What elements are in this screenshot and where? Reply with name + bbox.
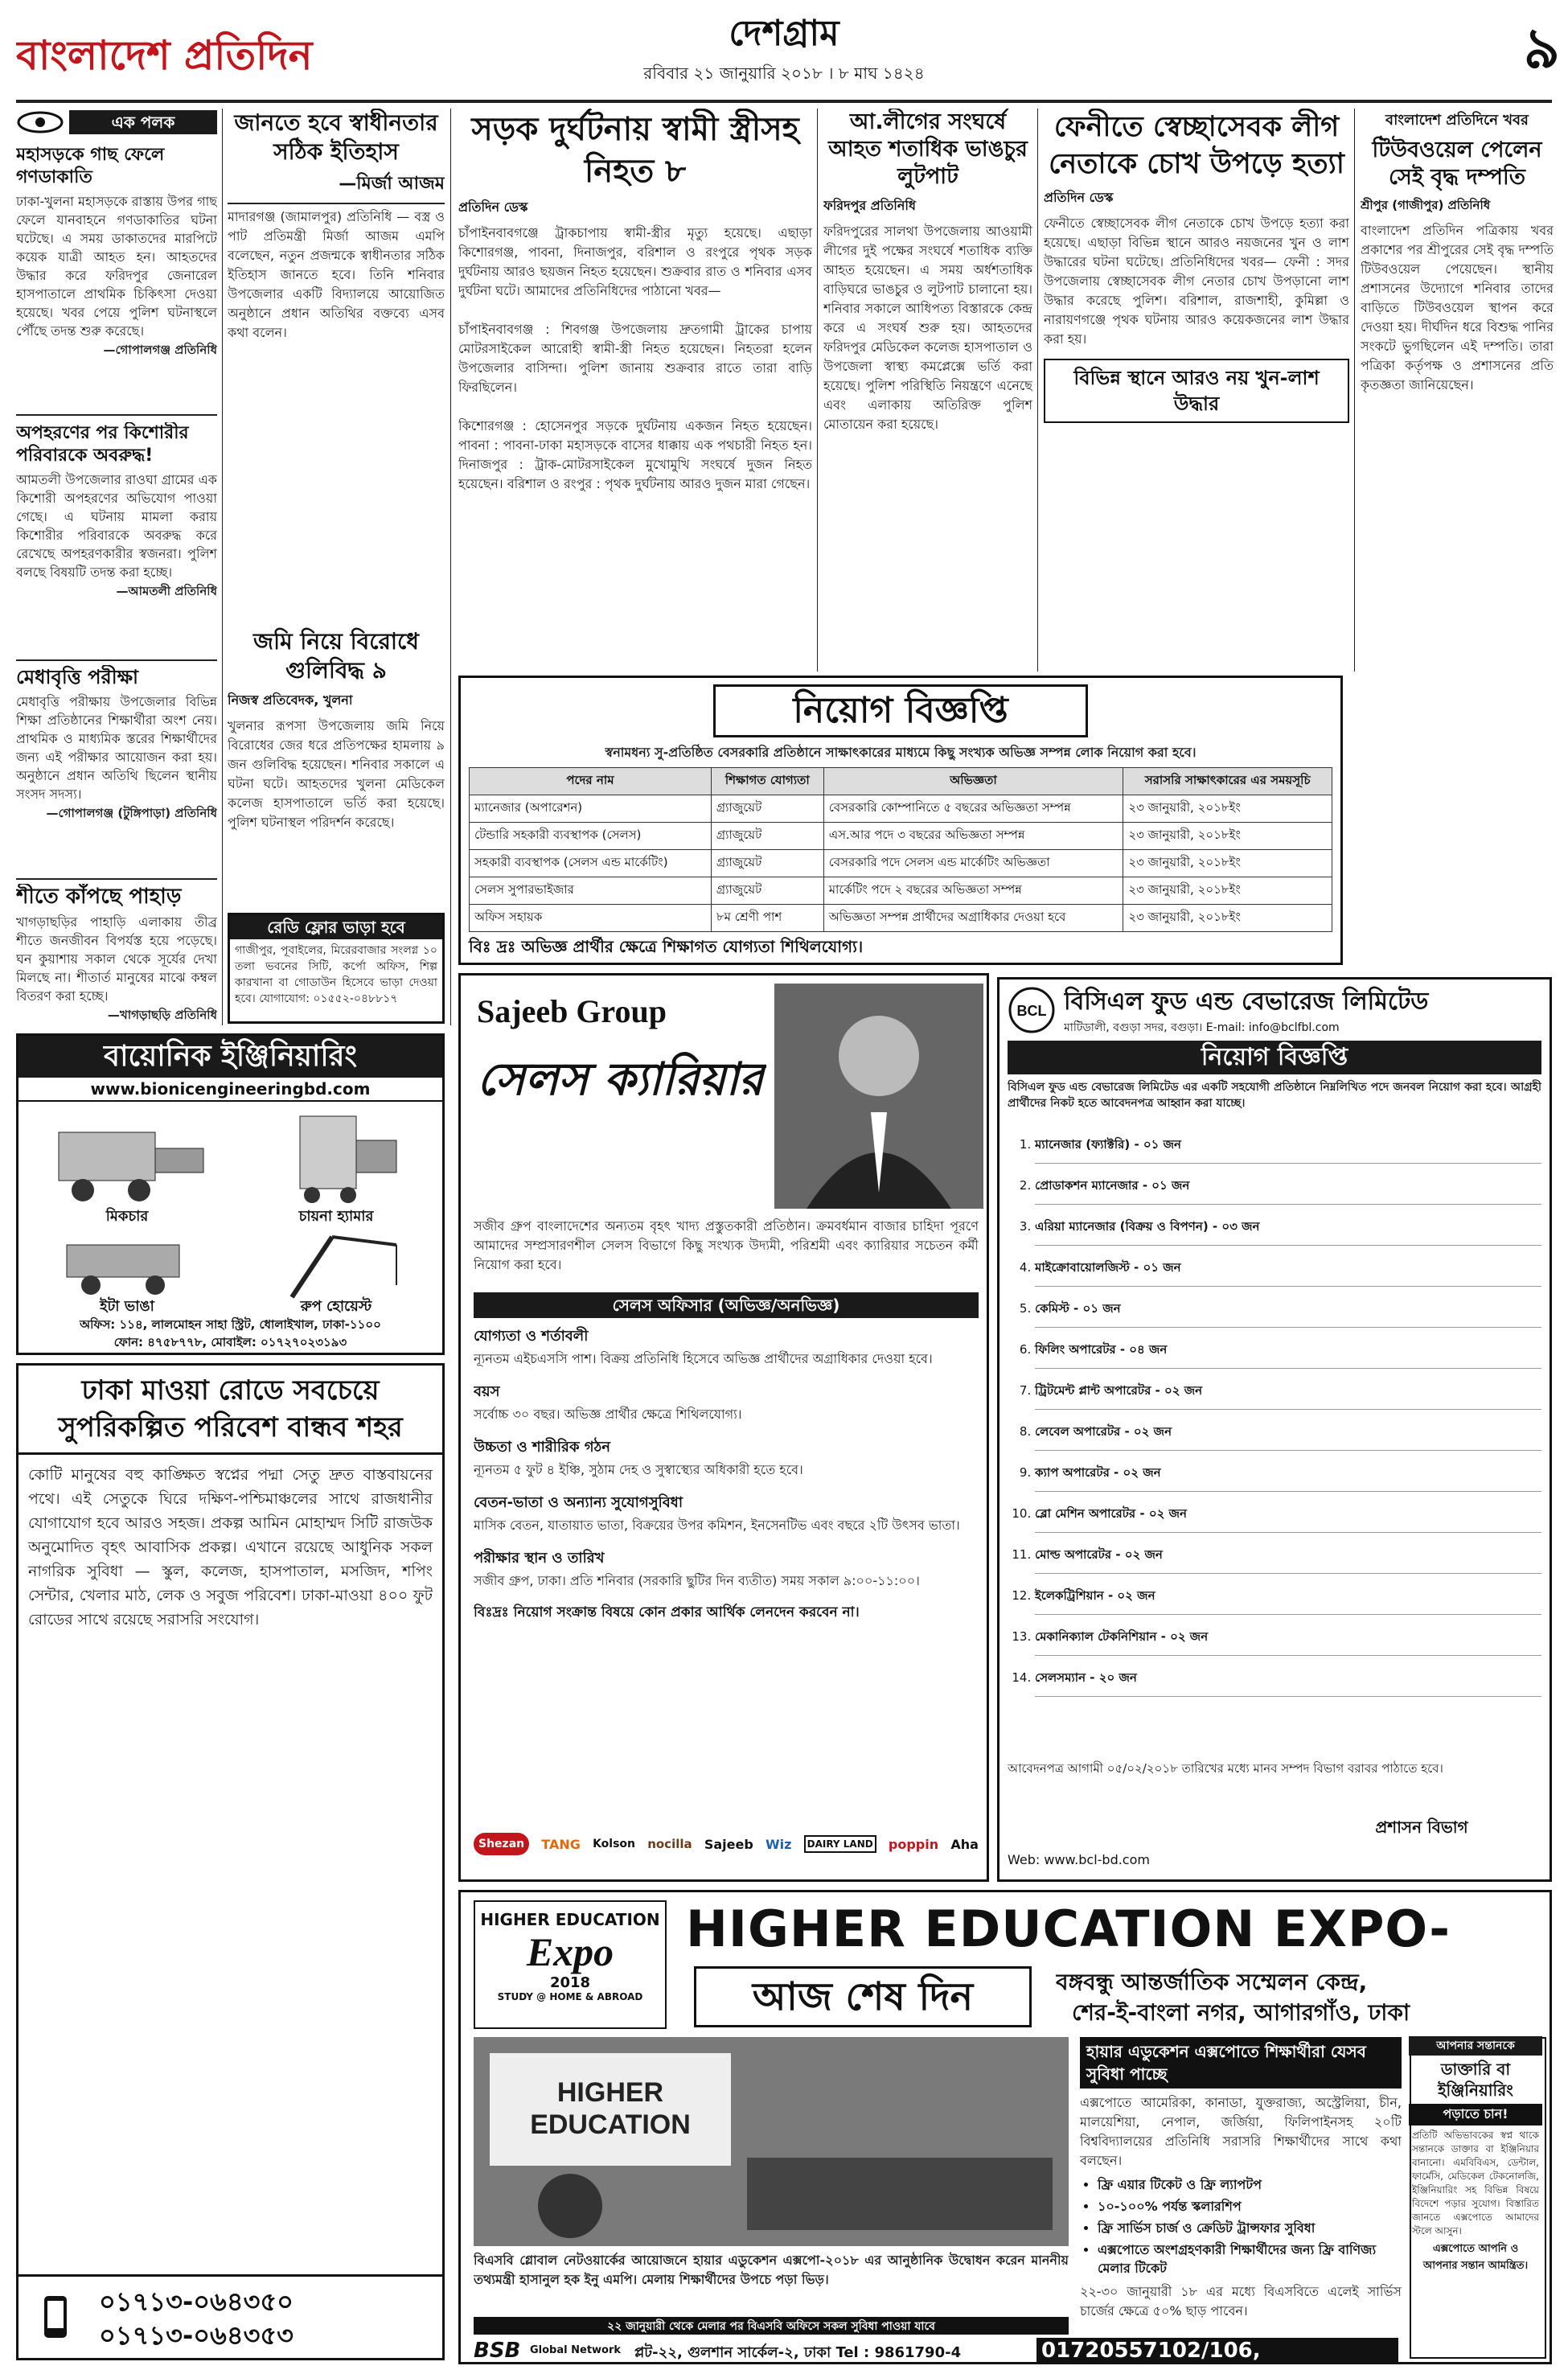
sajeeb-section-heading: বেতন-ভাতা ও অন্যান্য সুযোগসুবিধা <box>474 1494 683 1511</box>
brief-body: খাগড়াছড়ির পাহাড়ি এলাকায় তীব্র শীতে জনজীবন বিপর্যস্ত হয়ে পড়েছে। ঘন কুয়াশায় সকাল থেকে সূর্যের দেখা মিলছে না। শীতার্ত মানুষের মাঝে কম্বল বিতরণ করা হচ্ছে। <box>16 914 217 1004</box>
brief-item <box>16 144 217 409</box>
list-item <box>1035 1536 1541 1574</box>
brief-byline: —খাগড়াছড়ি প্রতিনিধি <box>107 1008 217 1022</box>
machine-hoist <box>244 1229 429 1301</box>
story-kicker: বাংলাদেশ প্রতিদিনে খবর <box>1385 112 1529 129</box>
expo-benefits-tail: ২২-৩০ জানুয়ারী ১৮ এর মধ্যে বিএসবিতে এলেই সার্ভিস চার্জের ক্ষেত্রে ৫০% ছাড় পাবেন। <box>1080 2284 1402 2319</box>
job-cell: সেলস সুপারভাইজার <box>470 877 712 905</box>
lead-body: চাঁপাইনবাবগঞ্জে ট্রাকচাপায় স্বামী-স্ত্রীর মৃত্যু হয়েছে। এছাড়া কিশোরগঞ্জ, পাবনা, দিনাজপুর, বরিশাল ও রংপুরে পৃথক সড়ক দুর্ঘটনায় আরও ছয়জন নিহত হয়েছেন। শুক্রবার রাত ও শনিবার এসব দুর্ঘটনা ঘটে। আমাদের প্রতিনিধিদের পাঠানো খবর— চাঁপাইনবাবগঞ্জ : শিবগঞ্জ উপজেলায় দ্রুতগামী ট্রাকের চাপায় মোটরসাইকেল আরোহী স্বামী-স্ত্রী নিহত হয়েছেন। নিহতরা হলেন উপজেলার বাসিন্দা। পুলিশ জানায় শুক্রবার রাতে তারা বাড়ি ফিরছিলেন। কিশোরগঞ্জ : হোসেনপুর সড়কে দুর্ঘটনায় একজন নিহত হয়েছেন। পাবনা : পাবনা-ঢাকা মহাসড়কে বাসের ধাক্কায় এক পথচারী নিহত হন। দিনাজপুর : ট্রাক-মোটরসাইকেল মুখোমুখি সংঘর্ষে দুজন নিহত হয়েছেন। বরিশাল ও রংপুর : পৃথক দুর্ঘটনায় আরও দুজন মারা গেছেন। <box>458 225 812 491</box>
column-divider <box>222 109 223 1025</box>
sajeeb-headline: সেলস ক্যারিয়ার <box>477 1054 764 1106</box>
brief-divider <box>16 659 217 661</box>
bcl-closing: আবেদনপত্র আগামী ০৫/০২/২০১৮ তারিখের মধ্যে মানব সম্পদ বিভাগ বরাবর পাঠাতে হবে। <box>1008 1761 1443 1776</box>
machine-label: মিকচার <box>105 1208 149 1225</box>
job-col-header: শিক্ষাগত যোগ্যতা <box>711 768 823 795</box>
bcl-title: নিয়োগ বিজ্ঞপ্তি <box>1008 1041 1541 1074</box>
phone-icon <box>31 2293 80 2341</box>
eye-icon <box>16 110 64 134</box>
expo-address: প্লট-২২, গুলশান সার্কেল-২, ঢাকা Tel : 9861790-4 <box>634 2344 962 2361</box>
sajeeb-section-text: ন্যূনতম ৫ ফুট ৪ ইঞ্চি, সুঠাম দেহ ও সুস্বাস্থ্যের অধিকারী হতে হবে। <box>474 1462 803 1477</box>
position-name: কেমিস্ট - ০১ জন <box>1035 1301 1121 1316</box>
bcl-web: Web: www.bcl-bd.com <box>1008 1852 1150 1867</box>
brief-byline: —গোপালগঞ্জ (টুঙ্গিপাড়া) প্রতিনিধি <box>46 806 217 820</box>
svg-text:EDUCATION: EDUCATION <box>530 2109 691 2140</box>
position-name: প্রোডাকশন ম্যানেজার - ০১ জন <box>1035 1178 1190 1193</box>
bcl-intro: বিসিএল ফুড এন্ড বেভারেজ লিমিটেড এর একটি সহযোগী প্রতিষ্ঠানে নিম্নলিখিত পদে জনবল নিয়োগ করা হবে। আগ্রহী প্রার্থীদের নিকট হতে আবেদনপত্র আহ্বান করা যাচ্ছে। <box>1008 1081 1541 1110</box>
brief-item <box>16 884 217 1025</box>
machine-hammer <box>244 1108 429 1205</box>
brand-logo: Wiz <box>765 1836 792 1852</box>
page-number: ৯ <box>1523 16 1560 80</box>
brand-logo: Kolson <box>593 1838 635 1850</box>
housing-title: ঢাকা মাওয়া রোডে সবচেয়ে সুপরিকল্পিত পরিবেশ বান্ধব শহর <box>18 1366 442 1455</box>
masthead-rule <box>16 100 1552 103</box>
expo-logo <box>474 1900 667 2029</box>
job-ad-intro: স্বনামধন্য সু-প্রতিষ্ঠিত বেসরকারি প্রতিষ্ঠানে সাক্ষাৎকারের মাধ্যমে কিছু সংখ্যক অভিজ্ঞ সম্পন্ন লোক নিয়োগ করা হবে। <box>605 745 1197 760</box>
masthead <box>0 0 1568 97</box>
list-item: • এক্সপোতে অংশগ্রহণকারী শিক্ষার্থীদের জন্য ফ্রি বাণিজ্য মেলার টিকেট <box>1098 2241 1402 2277</box>
job-cell: গ্র্যাজুয়েট <box>711 795 823 823</box>
brief-byline: —আমতলী প্রতিনিধি <box>116 584 217 598</box>
list-item <box>1035 1659 1541 1697</box>
job-cell: ২৩ জানুয়ারী, ২০১৮ইং <box>1123 850 1332 877</box>
brief-title: শীতে কাঁপছে পাহাড় <box>16 885 182 909</box>
story-body: ফরিদপুরের সালথা উপজেলায় আওয়ামী লীগের দুই পক্ষের সংঘর্ষে শতাধিক ব্যক্তি আহত হয়েছেন। এ সময় অর্ধশতাধিক বাড়িঘরে ভাঙচুর ও লুটপাট চালানো হয়। শনিবার সকালে আধিপত্য বিস্তারকে কেন্দ্র করে এ সংঘর্ষ শুরু হয়। আহতদের ফরিদপুর মেডিকেল কলেজ হাসপাতাল ও উপজেলা স্বাস্থ্য কমপ্লেক্সে ভর্তি করা হয়েছে। পুলিশ পরিস্থিতি নিয়ন্ত্রণে এনেছে এবং এলাকায় অতিরিক্ত পুলিশ মোতায়েন করা হয়েছে। <box>823 224 1032 432</box>
sajeeb-section-text: মাসিক বেতন, যাতায়াত ভাতা, বিক্রয়ের উপর কমিশন, ইনসেনটিভ এবং বছরে ২টি উৎসব ভাতা। <box>474 1518 960 1533</box>
story-title: আ.লীগের সংঘর্ষে আহত শতাধিক ভাঙচুর লুটপাট <box>828 109 1028 189</box>
brief-item <box>16 422 217 655</box>
expo-logo-year: 2018 <box>549 1974 591 1991</box>
brand-logo: TANG <box>541 1836 581 1852</box>
column-divider <box>817 109 818 672</box>
job-col-header: পদের নাম <box>470 768 712 795</box>
list-item <box>1035 1126 1541 1164</box>
lead-story <box>458 109 812 672</box>
story-history <box>228 109 445 623</box>
doctor-footer-1: এক্সপোতে আপনি ও <box>1432 2243 1519 2255</box>
expo-venue-2: শের-ই-বাংলা নগর, আগারগাঁও, ঢাকা <box>1072 1999 1410 2026</box>
job-cell: গ্র্যাজুয়েট <box>711 823 823 850</box>
job-col-header: অভিজ্ঞতা <box>823 768 1123 795</box>
brief-body: মেধাবৃত্তি পরীক্ষায় উপজেলার বিভিন্ন শিক্ষা প্রতিষ্ঠানের শিক্ষার্থীরা অংশ নেয়। প্রাথমিক ও মাধ্যমিক স্তরের শিক্ষার্থীদের জন্য এই পরীক্ষার আয়োজন করা হয়। অনুষ্ঠানে প্রধান অতিথি ছিলেন স্থানীয় সংসদ সদস্য। <box>16 694 217 802</box>
machine-brick-breaker <box>35 1233 220 1297</box>
job-cell: গ্র্যাজুয়েট <box>711 877 823 905</box>
list-item <box>1035 1495 1541 1533</box>
expo-logo-line1: HIGHER EDUCATION <box>480 1910 660 1929</box>
story-byline: শ্রীপুর (গাজীপুর) প্রতিনিধি <box>1361 198 1491 212</box>
doctor-title: ডাক্তারি বা ইঞ্জিনিয়ারিং <box>1438 2060 1513 2100</box>
position-name: ফিলিং অপারেটর - ০৪ জন <box>1035 1342 1168 1357</box>
rent-body: গাজীপুর, পূবাইলের, মিরেরবাজার সংলগ্ন ১০ তলা ভবনের সিটি, কর্পো অফিস, শিল্প কারখানা বা গোডাউন হিসেবে ভাড়া দেওয়া হবে। যোগাযোগ: ০১৫৫২-০৪৮৮১৭ <box>235 944 437 1005</box>
story-title: জমি নিয়ে বিরোধে গুলিবিদ্ধ ৯ <box>253 628 419 684</box>
column-divider <box>450 109 451 1025</box>
story-subhead: বিভিন্ন স্থানে আরও নয় খুন-লাশ উদ্ধার <box>1044 359 1349 423</box>
brief-tag <box>16 109 217 136</box>
position-name: ইলেকট্রিশিয়ান - ০২ জন <box>1035 1588 1155 1603</box>
bcl-signature: প্রশাসন বিভাগ <box>1375 1817 1468 1837</box>
bionic-name: বায়োনিক ইঞ্জিনিয়ারিং <box>18 1036 442 1078</box>
story-body: খুলনার রূপসা উপজেলায় জমি নিয়ে বিরোধের জের ধরে প্রতিপক্ষের হামলায় ৯ জন গুলিবিদ্ধ হয়েছেন। শনিবার সকালে এ ঘটনা ঘটে। আহতদের খুলনা মেডিকেল কলেজ হাসপাতালে ভর্তি করা হয়েছে। পুলিশ ঘটনাস্থল পরিদর্শন করেছে। <box>228 718 445 830</box>
story-title: ফেনীতে স্বেচ্ছাসেবক লীগ নেতাকে চোখ উপড়ে হত্যা <box>1049 111 1344 180</box>
table-row <box>470 823 1332 850</box>
job-cell: এস.আর পদে ৩ বছরের অভিজ্ঞতা সম্পন্ন <box>823 823 1123 850</box>
expo-logo-sub: STUDY @ HOME & ABROAD <box>497 1991 643 2002</box>
bionic-phone: ফোন: ৪৭৫৮৭৭৮, মোবাইল: ০১৭২৭০২৩১৯৩ <box>113 1335 347 1349</box>
doctor-ad <box>1409 2036 1542 2355</box>
job-cell: বেসরকারি কোম্পানিতে ৫ বছরের অভিজ্ঞতা সম্পন্ন <box>823 795 1123 823</box>
job-table <box>469 767 1332 932</box>
sajeeb-section-text: ন্যূনতম এইচএসসি পাশ। বিক্রয় প্রতিনিধি হিসেবে অভিজ্ঞ প্রার্থীদের অগ্রাধিকার দেওয়া হবে। <box>474 1351 933 1366</box>
sajeeb-section-heading: বয়স <box>474 1383 500 1400</box>
sajeeb-intro: সজীব গ্রুপ বাংলাদেশের অন্যতম বৃহৎ খাদ্য প্রস্তুতকারী প্রতিষ্ঠান। ক্রমবর্ধমান বাজার চাহিদা পূরণে আমাদের সম্প্রসারণশীল সেলস বিভাগে কিছু সংখ্যক উদ্যমী, পরিশ্রমী এবং ক্যারিয়ার সচেতন কর্মী নিয়োগ করা হবে। <box>474 1218 979 1272</box>
list-item: • ফ্রি এয়ার টিকেট ও ফ্রি ল্যাপটপ <box>1098 2175 1402 2194</box>
position-name: মোল্ড অপারেটর - ০২ জন <box>1035 1547 1163 1562</box>
column-divider <box>1354 109 1355 672</box>
list-item <box>1035 1331 1541 1369</box>
position-name: ম্যানেজার (ফ্যাক্টরি) - ০১ জন <box>1035 1137 1181 1152</box>
brief-item <box>16 665 217 874</box>
story-body: মাদারগঞ্জ (জামালপুর) প্রতিনিধি — বস্ত্র ও পাট প্রতিমন্ত্রী মির্জা আজম এমপি বলেছেন, নতুন প্রজন্মকে স্বাধীনতার সঠিক ইতিহাস জানতে হবে। তিনি শনিবার উপজেলার একটি বিদ্যালয়ে আয়োজিত অনুষ্ঠানে প্রধান অতিথির বক্তব্যে এসব কথা বলেন। <box>228 209 445 340</box>
story-body: বাংলাদেশ প্রতিদিন পত্রিকায় খবর প্রকাশের পর শ্রীপুরের সেই বৃদ্ধ দম্পতি টিউবওয়েল পেয়েছেন। স্থানীয় প্রশাসনের উদ্যোগে শনিবার তাদের বাড়িতে টিউবওয়েল স্থাপন করে দেওয়া হয়। দীর্ঘদিন ধরে বিশুদ্ধ পানির সংকটে ভুগছিলেন এই দম্পতি। তারা পত্রিকা কর্তৃপক্ষ ও প্রশাসনের প্রতি কৃতজ্ঞতা জানিয়েছেন। <box>1361 223 1554 392</box>
sajeeb-ad <box>458 973 989 1882</box>
sajeeb-sections <box>474 1325 979 1775</box>
brand-logo: DAIRY LAND <box>804 1835 876 1853</box>
rent-box <box>228 913 445 1024</box>
doctor-sub: পড়াতে চান! <box>1409 2104 1542 2126</box>
job-ad-title: নিয়োগ বিজ্ঞপ্তি <box>713 684 1088 737</box>
job-ad <box>458 676 1343 965</box>
doctor-body: প্রতিটি অভিভাবকের স্বপ্ন থাকে সন্তানকে ডাক্তার বা ইঞ্জিনিয়ার বানানো। এমবিবিএস, ডেন্টাল, ফার্মেসি, মেডিকেল টেকনোলজি, ইঞ্জিনিয়ারিং সহ বিভিন্ন বিষয়ে বিদেশে পড়ার সুযোগ। বিস্তারিত জানতে এক্সপোতে আমাদের স্টলে আসুন। <box>1412 2130 1539 2236</box>
sajeeb-section-text: সর্বোচ্চ ৩০ বছর। অভিজ্ঞ প্রার্থীর ক্ষেত্রে শিথিলযোগ্য। <box>474 1407 742 1422</box>
brand-logo: Aha <box>950 1836 979 1852</box>
bcl-logo <box>1008 986 1056 1034</box>
list-item <box>1035 1249 1541 1287</box>
position-name: সেলসম্যান - ২০ জন <box>1035 1670 1137 1685</box>
job-cell: টেন্ডারি সহকারী ব্যবস্থাপক (সেলস) <box>470 823 712 850</box>
brief-title: মেধাবৃত্তি পরীক্ষা <box>16 666 138 688</box>
doctor-footer-2: আপনার সন্তান আমন্ত্রিত। <box>1422 2260 1529 2272</box>
job-cell: ২৩ জানুয়ারী, ২০১৮ইং <box>1123 795 1332 823</box>
expo-benefits-title: হায়ার এডুকেশন এক্সপোতে শিক্ষার্থীরা যেসব সুবিধা পাচ্ছে <box>1080 2037 1402 2089</box>
expo-caption: বিএসবি গ্লোবাল নেটওয়ার্কের আয়োজনে হায়ার এডুকেশন এক্সপো-২০১৮ এর আনুষ্ঠানিক উদ্বোধন করেন মাননীয় তথ্যমন্ত্রী হাসানুল হক ইনু এমপি। মেলায় শিক্ষার্থীদের উপচে পড়া ভিড়। <box>474 2253 1069 2287</box>
brief-tag-label: এক পলক <box>69 110 217 134</box>
sajeeb-section-heading: পরীক্ষার স্থান ও তারিখ <box>474 1550 605 1567</box>
sajeeb-section-heading: উচ্চতা ও শারীরিক গঠন <box>474 1439 610 1456</box>
list-item <box>1035 1618 1541 1656</box>
story-clash <box>823 109 1032 672</box>
brief-body: ঢাকা-খুলনা মহাসড়কে রাস্তায় উপর গাছ ফেলে যানবাহনে গণডাকাতির ঘটনা ঘটেছে। এ সময় ডাকাতদের মারপিটে কয়েক যাত্রী আহত হন। আহতদের উদ্ধার করে ফরিদপুর জেনারেল হাসপাতালে প্রাথমিক চিকিৎসা দেওয়া হয়েছে। খবর পেয়ে পুলিশ ঘটনাস্থলে পৌঁছে তদন্ত শুরু করেছে। <box>16 194 217 339</box>
svg-text:BCL: BCL <box>1016 1003 1047 1019</box>
story-byline: ফরিদপুর প্রতিনিধি <box>823 198 916 213</box>
brand-logo: nocilla <box>647 1837 692 1851</box>
expo-title: HIGHER EDUCATION EXPO- <box>686 1900 1451 1958</box>
bsb-sub: Global Network <box>530 2344 622 2356</box>
machine-label: চায়না হ্যামার <box>298 1208 374 1225</box>
job-cell: ৮ম শ্রেণী পাশ <box>711 905 823 932</box>
machine-label: ইটা ভাঙা <box>100 1298 154 1314</box>
story-feni <box>1044 109 1349 672</box>
brief-title: মহাসড়কে গাছ ফেলে গণডাকাতি <box>16 145 165 187</box>
list-item <box>1035 1577 1541 1615</box>
story-body: ফেনীতে স্বেচ্ছাসেবক লীগ নেতাকে চোখ উপড়ে হত্যা করা হয়েছে। এছাড়া বিভিন্ন স্থানে আরও নয়জনের খুন ও লাশ উদ্ধারের ঘটনা ঘটেছে। প্রতিনিধিদের খবর— ফেনী : সদর উপজেলায় স্বেচ্ছাসেবক লীগ নেতার চোখ উপড়ানো লাশ উদ্ধার করেছে পুলিশ। বরিশাল, রাজশাহী, কুমিল্লা ও নারায়ণগঞ্জে পৃথক ঘটনায় আরও কয়েকজনের লাশ উদ্ধার করা হয়। <box>1044 216 1349 347</box>
sajeeb-note: বিঃদ্রঃ নিয়োগ সংক্রান্ত বিষয়ে কোন প্রকার আর্থিক লেনদেন করবেন না। <box>474 1604 860 1620</box>
list-item: • ১০-১০০% পর্যন্ত স্কলারশিপ <box>1098 2197 1402 2216</box>
masthead-logo: বাংলাদেশ প্রতিদিন <box>16 32 313 79</box>
sajeeb-brand: Sajeeb Group <box>477 993 667 1029</box>
story-author: —মির্জা আজম <box>339 174 445 194</box>
job-cell: বেসরকারি পদে সেলস এন্ড মার্কেটিং অভিজ্ঞতা <box>823 850 1123 877</box>
position-name: ক্যাপ অপারেটর - ০২ জন <box>1035 1465 1161 1480</box>
position-name: লেবেল অপারেটর - ০২ জন <box>1035 1424 1172 1439</box>
job-cell: অফিস সহায়ক <box>470 905 712 932</box>
list-item <box>1035 1454 1541 1492</box>
machine-mixer <box>35 1116 220 1205</box>
bcl-address: মাটিডালী, বগুড়া সদর, বগুড়া। E-mail: info@bclfbl.com <box>1064 1021 1340 1034</box>
brief-byline: —গোপালগঞ্জ প্রতিনিধি <box>103 343 217 357</box>
sajeeb-section-heading: যোগ্যতা ও শর্তাবলী <box>474 1328 589 1345</box>
masthead-date: রবিবার ২১ জানুয়ারি ২০১৮ । ৮ মাঘ ১৪২৪ <box>643 64 925 83</box>
position-name: মেকানিক্যাল টেকনিশিয়ান - ০২ জন <box>1035 1629 1209 1644</box>
list-item: • ফ্রি সার্ভিস চার্জ ও ক্রেডিট ট্রান্সফার সুবিধা <box>1098 2219 1402 2237</box>
bcl-name: বিসিএল ফুড এন্ড বেভারেজ লিমিটেড <box>1064 988 1429 1016</box>
expo-banner: আজ শেষ দিন <box>694 1966 1032 2027</box>
section-title: দেশগ্রাম <box>729 13 839 54</box>
brief-body: আমতলী উপজেলার রাওঘা গ্রামের এক কিশোরী অপহরণের অভিযোগ পাওয়া গেছে। এ ঘটনায় মামলা করায় কিশোরীর পরিবারকে অবরুদ্ধ করে রেখেছে অপহরণকারীর স্বজনরা। পুলিশ বলছে বিষয়টি তদন্ত করা হচ্ছে। <box>16 472 217 580</box>
housing-body: কোটি মানুষের বহু কাঙ্ক্ষিত স্বপ্নের পদ্মা সেতু দ্রুত বাস্তবায়নের পথে। এই সেতুকে ঘিরে দক্ষিণ-পশ্চিমাঞ্চলের সাথে রাজধানীর যোগাযোগ হবে আরও সহজ। প্রকল্প আমিন মোহাম্মদ সিটি রাজউক অনুমোদিত বৃহৎ আবাসিক প্রকল্প। এখানে রয়েছে আধুনিক সকল নাগরিক সুবিধা — স্কুল, কলেজ, হাসপাতাল, মসজিদ, শপিং সেন্টার, খেলার মাঠ, লেক ও সবুজ পরিবেশ। ঢাকা-মাওয়া ৪০০ ফুট রোডের সাথে রয়েছে সরাসরি সংযোগ। <box>28 1466 433 1629</box>
brand-logo: poppin <box>888 1836 939 1852</box>
position-name: ট্রিটমেন্ট প্লান্ট অপারেটর - ০২ জন <box>1035 1383 1203 1398</box>
table-row <box>470 877 1332 905</box>
table-row <box>470 795 1332 823</box>
job-col-header: সরাসরি সাক্ষাৎকারের এর সময়সূচি <box>1123 768 1332 795</box>
bcl-positions <box>1008 1126 1541 1753</box>
sajeeb-brand-strip <box>474 1820 979 1868</box>
story-tubewell <box>1361 109 1554 672</box>
job-cell: সহকারী ব্যবস্থাপক (সেলস এন্ড মার্কেটিং) <box>470 850 712 877</box>
housing-ad <box>16 1363 445 2360</box>
sajeeb-section <box>474 1491 979 1535</box>
expo-benefits-body: এক্সপোতে আমেরিকা, কানাডা, যুক্তরাজ্য, অস্ট্রেলিয়া, চীন, মালয়েশিয়া, নেপাল, জর্জিয়া, ফিলিপাইনসহ ২০টি বিশ্ববিদ্যালয়ের প্রতিনিধি সরাসরি শিক্ষার্থীদের সাথে কথা বলছেন। <box>1080 2095 1402 2168</box>
column-divider <box>1037 109 1038 672</box>
job-ad-footer: বিঃ দ্রঃ অভিজ্ঞ প্রার্থীর ক্ষেত্রে শিক্ষাগত যোগ্যতা শিথিলযোগ্য। <box>469 937 864 956</box>
story-title: টিউবওয়েল পেলেন সেই বৃদ্ধ দম্পতি <box>1372 138 1542 190</box>
job-cell: অভিজ্ঞতা সম্পন্ন প্রার্থীদের অগ্রাধিকার দেওয়া হবে <box>823 905 1123 932</box>
sajeeb-post: সেলস অফিসার (অভিজ্ঞ/অনভিজ্ঞ) <box>474 1292 979 1318</box>
job-cell: ২৩ জানুয়ারী, ২০১৮ইং <box>1123 823 1332 850</box>
sajeeb-section <box>474 1435 979 1480</box>
job-cell: গ্র্যাজুয়েট <box>711 850 823 877</box>
expo-ticker: ২২ জানুয়ারী থেকে মেলার পর বিএসবি অফিসে সকল সুবিধা পাওয়া যাবে <box>474 2317 1069 2335</box>
bcl-ad <box>997 977 1552 1882</box>
housing-phone: ০১৭১৩-০৬৪৩৫০ <box>99 2286 293 2317</box>
sajeeb-section <box>474 1380 979 1424</box>
housing-phone: ০১৭১৩-০৬৪৩৫৩ <box>99 2320 293 2351</box>
position-name: মাইক্রোবায়োলজিস্ট - ০১ জন <box>1035 1260 1181 1275</box>
expo-benefits <box>1080 2037 1402 2359</box>
brief-divider <box>16 878 217 880</box>
table-row <box>470 905 1332 932</box>
story-byline: নিজস্ব প্রতিবেদক, খুলনা <box>228 692 353 708</box>
job-cell: ২৩ জানুয়ারী, ২০১৮ইং <box>1123 905 1332 932</box>
list-item <box>1035 1290 1541 1328</box>
expo-venue-1: বঙ্গবন্ধু আন্তর্জাতিক সম্মেলন কেন্দ্র, <box>1056 1969 1368 1995</box>
sajeeb-section-text: সজীব গ্রুপ, ঢাকা। প্রতি শনিবার (সরকারি ছুটির দিন ব্যতীত) সময় সকাল ৯:০০-১১:০০। <box>474 1573 920 1588</box>
job-cell: ম্যানেজার (অপারেশন) <box>470 795 712 823</box>
list-item <box>1035 1372 1541 1410</box>
brief-title: অপহরণের পর কিশোরীর পরিবারকে অবরুদ্ধ! <box>16 423 189 466</box>
expo-logo-line2: Expo <box>526 1929 614 1974</box>
sajeeb-person-photo <box>774 984 983 1209</box>
machine-label: রুপ হোয়েস্ট <box>300 1298 372 1314</box>
story-byline: প্রতিদিন ডেস্ক <box>1044 190 1114 205</box>
doctor-top: আপনার সন্তানকে <box>1409 2036 1542 2056</box>
bionic-ad <box>16 1033 445 1355</box>
brand-logo: Sajeeb <box>704 1836 753 1852</box>
expo-phones: 01720557102/106, <box>1036 2338 1398 2364</box>
table-row <box>470 850 1332 877</box>
position-name: এরিয়া ম্যানেজার (বিক্রয় ও বিপণন) - ০৩ জন <box>1035 1219 1260 1234</box>
list-item <box>1035 1208 1541 1246</box>
position-name: ব্লো মেশিন অপারেটর - ০২ জন <box>1035 1506 1187 1521</box>
lead-title: সড়ক দুর্ঘটনায় স্বামী স্ত্রীসহ নিহত ৮ <box>471 111 799 190</box>
bsb-logo: BSB <box>474 2339 521 2363</box>
brand-logo: Shezan <box>474 1833 529 1855</box>
sajeeb-section <box>474 1546 979 1591</box>
bionic-address: অফিস: ১১৪, লালমোহন সাহা স্ট্রিট, ধোলাইখাল, ঢাকা-১১০০ <box>80 1317 381 1332</box>
bionic-web: www.bionicengineeringbd.com <box>18 1078 442 1102</box>
svg-text:HIGHER: HIGHER <box>556 2077 664 2108</box>
lead-byline: প্রতিদিন ডেস্ক <box>458 199 528 215</box>
job-cell: ২৩ জানুয়ারী, ২০১৮ইং <box>1123 877 1332 905</box>
sajeeb-section <box>474 1325 979 1369</box>
housing-phones <box>18 2274 442 2355</box>
brief-column <box>16 109 217 1025</box>
job-cell: মার্কেটিং পদে ২ বছরের অভিজ্ঞতা সম্পন্ন <box>823 877 1123 905</box>
expo-ad <box>458 1890 1552 2364</box>
expo-footer <box>474 2338 1398 2364</box>
rent-title: রেডি ফ্লোর ভাড়া হবে <box>230 915 442 939</box>
brief-divider <box>16 414 217 416</box>
expo-event-photo <box>474 2037 1069 2246</box>
list-item <box>1035 1413 1541 1451</box>
story-rule <box>228 203 445 204</box>
list-item <box>1035 1167 1541 1205</box>
story-title: জানতে হবে স্বাধীনতার সঠিক ইতিহাস <box>234 109 438 165</box>
